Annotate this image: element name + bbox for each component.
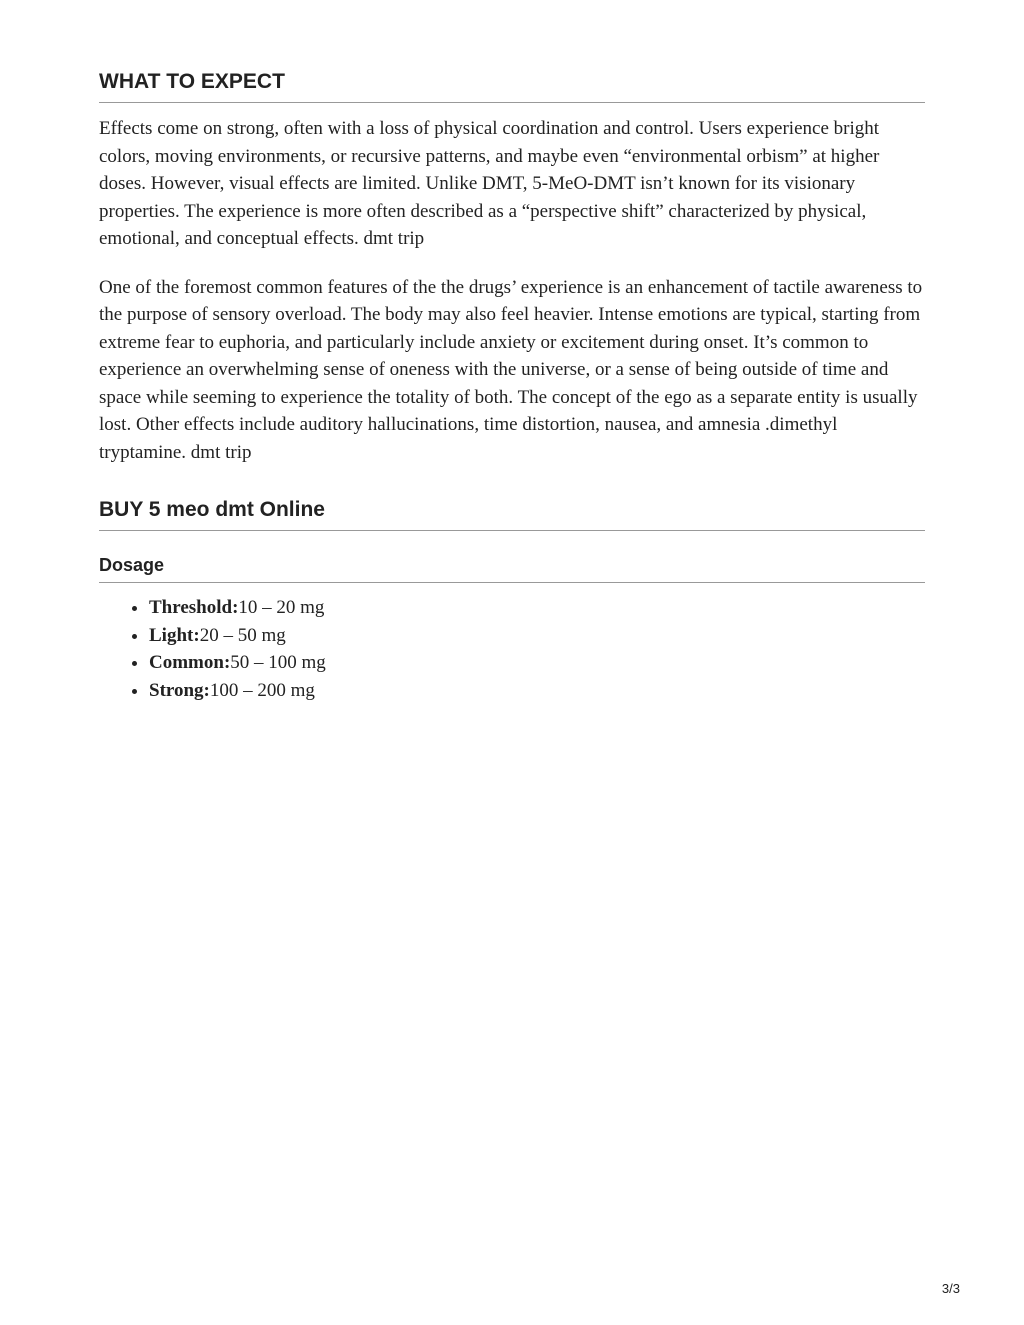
dosage-label: Threshold: xyxy=(149,597,239,618)
list-item xyxy=(149,649,925,677)
dosage-label: Strong: xyxy=(149,679,210,701)
section-heading-what-to-expect: WHAT TO EXPECT xyxy=(99,68,925,103)
dosage-list xyxy=(99,594,925,704)
dosage-value: 20 – 50 mg xyxy=(199,624,286,646)
subsection-heading-dosage: Dosage xyxy=(99,553,925,583)
dosage-label: Common: xyxy=(149,652,231,673)
list-item xyxy=(149,677,925,705)
section-heading-buy: BUY 5 meo dmt Online xyxy=(99,496,925,531)
list-item xyxy=(149,594,925,622)
dosage-value: 10 – 20 mg xyxy=(238,597,325,618)
dosage-value: 50 – 100 mg xyxy=(230,652,326,673)
paragraph-features: One of the foremost common features of the the drugs’ experience is an enhancement of tactile awareness to the purpose of sensory overload. The body may also feel heavier. Intense emotions are typical, starting from extreme fear to euphoria, and particularly include anxiety or excitement during onset. It’s common to experience an overwhelming sense of oneness with the universe, or a sense of being outside of time and space while seeming to experience the totality of both. The concept of the ego as a separate entity is usually lost. Other effects include auditory hallucinations, time distortion, nausea, and amnesia .dimethyl tryptamine. dmt trip xyxy=(99,276,923,463)
document-content xyxy=(99,68,925,704)
dosage-value: 100 – 200 mg xyxy=(209,679,315,701)
paragraph-effects: Effects come on strong, often with a loss of physical coordination and control. Users experience bright colors, moving environments, or recursive patterns, and maybe even “environmental orbism” at higher doses. However, visual effects are limited. Unlike DMT, 5-MeO-DMT isn’t known for its visionary properties. The experience is more often described as a “perspective shift” characterized by physical, emotional, and conceptual effects. dmt trip xyxy=(99,118,880,249)
dosage-label: Light: xyxy=(149,624,200,646)
list-item xyxy=(149,622,925,650)
page-number: 3/3 xyxy=(941,1281,960,1296)
